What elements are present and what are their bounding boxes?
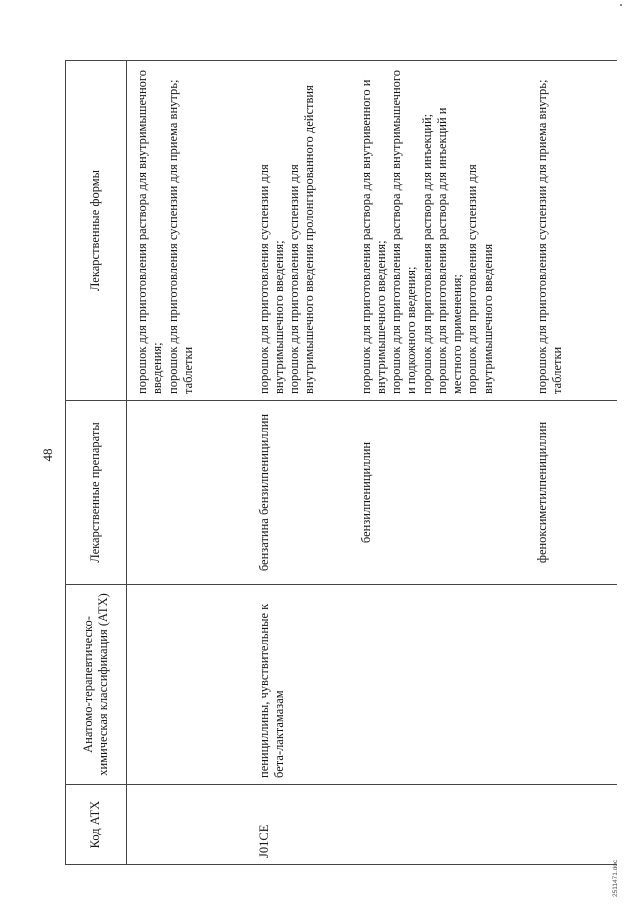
dosage-form: порошок для приготовления суспензии для приема внутрь; xyxy=(534,79,549,394)
cell-code xyxy=(351,785,527,865)
cell-drug: бензилпенициллин xyxy=(351,401,527,585)
table-row xyxy=(249,61,351,865)
dosage-form: порошок для приготовления раствора для инъекций и местного применения; xyxy=(434,107,464,394)
cell-code: J01CE xyxy=(249,785,351,865)
dosage-form: порошок для приготовления раствора для инъекций; xyxy=(419,113,434,394)
table-row xyxy=(351,61,527,865)
cell-code xyxy=(127,785,249,865)
header-forms: Лекарственные формы xyxy=(66,61,127,401)
table-row xyxy=(527,61,617,865)
cell-code xyxy=(527,785,617,865)
header-classification: Анатомо-терапевтическо-химическая классификация (АТХ) xyxy=(66,585,127,785)
cell-classification xyxy=(351,585,527,785)
cell-classification: пенициллины, чувствительные к бета-лактамазам xyxy=(249,585,351,785)
dosage-form: порошок для приготовления суспензии для приема внутрь; xyxy=(165,79,180,394)
dosage-form: порошок для приготовления раствора для внутривенного и внутримышечного введения; xyxy=(358,79,388,394)
cell-forms xyxy=(127,61,249,401)
header-code: Код АТХ xyxy=(66,785,127,865)
cell-forms xyxy=(351,61,527,401)
table-header-row xyxy=(66,61,127,865)
cell-classification xyxy=(527,585,617,785)
cell-forms xyxy=(527,61,617,401)
cell-drug: феноксиметилпенициллин xyxy=(527,401,617,585)
document-file-id: 2511471.doc xyxy=(612,859,619,897)
cell-drug xyxy=(127,401,249,585)
dosage-form: порошок для приготовления раствора для внутримышечного введения; xyxy=(135,70,165,394)
cell-forms xyxy=(249,61,351,401)
dosage-form: порошок для приготовления раствора для внутримышечного и подкожного введения; xyxy=(389,70,419,394)
header-drugs: Лекарственные препараты xyxy=(66,401,127,585)
cell-classification xyxy=(127,585,249,785)
dosage-form: порошок для приготовления суспензии для внутримышечного введения; xyxy=(256,164,286,394)
dosage-form: порошок для приготовления суспензии для внутримышечного введения xyxy=(465,164,495,394)
dosage-form: таблетки xyxy=(180,346,195,394)
atx-table xyxy=(65,60,617,865)
dosage-form: порошок для приготовления суспензии для внутримышечного введения пролонгированного действия xyxy=(287,85,317,394)
table-row xyxy=(127,61,249,865)
dosage-form: таблетки xyxy=(549,346,564,394)
cell-drug: бензатина бензилпенициллин xyxy=(249,401,351,585)
page-number: 48 xyxy=(40,448,55,462)
